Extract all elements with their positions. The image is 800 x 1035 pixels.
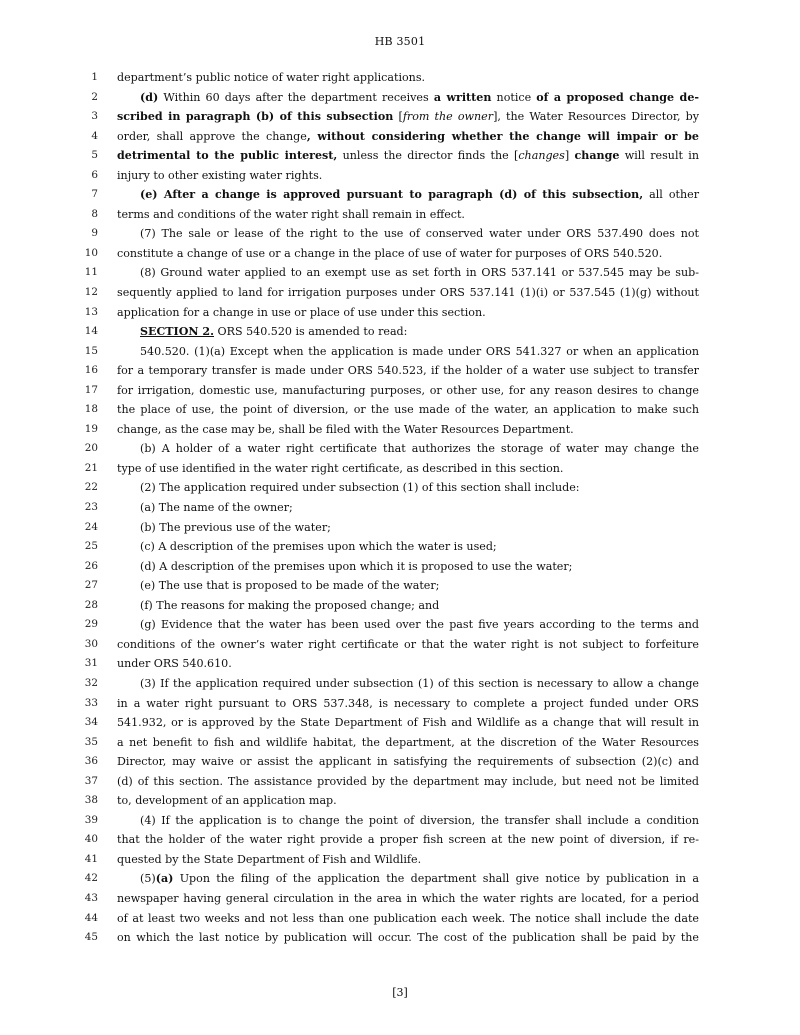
line-text: [117, 928, 699, 948]
document-line: [0, 381, 800, 401]
line-text: [140, 478, 699, 498]
text-run: (8) Ground water applied to an exempt use as set forth in ORS 537.141 or 537.545 may be sub-: [140, 266, 699, 280]
document-line: [0, 322, 800, 342]
document-line: [0, 752, 800, 772]
line-number: 17: [84, 383, 98, 396]
document-line: [0, 694, 800, 714]
bold-text: detrimental to the public interest,: [117, 149, 338, 163]
bold-text: (a): [155, 872, 174, 886]
text-run: (e) The use that is proposed to be made of the water;: [140, 579, 440, 593]
line-number: 11: [84, 266, 98, 279]
document-line: [0, 909, 800, 929]
line-text: [117, 459, 699, 479]
line-text: [117, 909, 699, 929]
text-run: newspaper having general circulation in the area in which the water rights are located, for a period: [117, 891, 699, 905]
line-text: [117, 303, 699, 323]
line-text: [117, 850, 699, 870]
document-line: [0, 713, 800, 733]
line-number: 39: [84, 813, 98, 826]
line-text: [140, 322, 699, 342]
line-text: [117, 420, 699, 440]
document-line: [0, 439, 800, 459]
section-heading: SECTION 2.: [140, 325, 214, 339]
text-run: type of use identified in the water right certificate, as described in this section.: [117, 461, 564, 475]
text-run: (b) The previous use of the water;: [140, 520, 331, 534]
document-line: [0, 537, 800, 557]
document-line: [0, 733, 800, 753]
line-number: 33: [84, 696, 98, 709]
text-run: for irrigation, domestic use, manufacturing purposes, or other use, for any reason desires to change: [117, 383, 699, 397]
document-line: [0, 635, 800, 655]
line-number: 45: [84, 931, 98, 944]
line-text: [140, 674, 699, 694]
document-line: [0, 615, 800, 635]
line-text: [117, 830, 699, 850]
text-run: 540.520. (1)(a) Except when the application is made under ORS 541.327 or when an application: [140, 344, 699, 358]
text-run: conditions of the owner’s water right certificate or that the water right is not subject to forfeiture: [117, 637, 699, 651]
document-line: [0, 791, 800, 811]
document-line: [0, 674, 800, 694]
line-text: [117, 713, 699, 733]
line-number: 32: [84, 676, 98, 689]
document-line: [0, 205, 800, 225]
line-number: 41: [84, 852, 98, 865]
line-text: [117, 107, 699, 127]
line-text: [140, 537, 699, 557]
text-run: (d) of this section. The assistance provided by the department may include, but need not be limited: [117, 774, 699, 788]
line-text: [140, 498, 699, 518]
line-text: [117, 752, 699, 772]
text-run: [: [393, 110, 403, 124]
bold-text: of a proposed change de-: [536, 90, 699, 104]
text-run: will result in: [619, 149, 700, 163]
line-number: 25: [84, 540, 98, 553]
bold-text: change: [574, 149, 620, 163]
italic-text: from the owner: [402, 110, 494, 124]
line-number: 2: [91, 90, 98, 103]
document-line: [0, 88, 800, 108]
document-line: [0, 361, 800, 381]
text-run: order, shall approve the change: [117, 129, 307, 143]
document-line: [0, 68, 800, 88]
italic-text: changes: [518, 149, 565, 163]
line-number: 18: [84, 403, 98, 416]
document-line: [0, 654, 800, 674]
line-text: [117, 283, 699, 303]
document-line: [0, 928, 800, 948]
line-text: [117, 244, 699, 264]
text-run: the place of use, the point of diversion, or the use made of the water, an application to make such: [117, 403, 699, 417]
text-run: (4) If the application is to change the point of diversion, the transfer shall include a condition: [140, 813, 699, 827]
text-run: terms and conditions of the water right shall remain in effect.: [117, 207, 465, 221]
text-run: constitute a change of use or a change in the place of use of water for purposes of ORS 540.520.: [117, 246, 663, 260]
document-line: [0, 850, 800, 870]
document-line: [0, 811, 800, 831]
text-run: sequently applied to land for irrigation purposes under ORS 537.141 (1)(i) or 537.545 (1)(g) without: [117, 286, 699, 300]
text-run: (a) The name of the owner;: [140, 501, 293, 515]
document-line: [0, 303, 800, 323]
line-number: 43: [84, 891, 98, 904]
line-text: [117, 127, 699, 147]
document-line: [0, 869, 800, 889]
line-number: 9: [91, 227, 98, 240]
line-number: 34: [84, 716, 98, 729]
text-run: (7) The sale or lease of the right to the use of conserved water under ORS 537.490 does not: [140, 227, 699, 241]
text-run: Upon the filing of the application the department shall give notice by publication in a: [173, 872, 699, 886]
line-number: 10: [84, 246, 98, 259]
document-line: [0, 146, 800, 166]
line-text: [140, 518, 699, 538]
line-number: 30: [84, 637, 98, 650]
line-text: [140, 576, 699, 596]
line-number: 12: [84, 286, 98, 299]
line-number: 19: [84, 422, 98, 435]
line-text: [140, 596, 699, 616]
line-text: [140, 185, 699, 205]
line-text: [140, 263, 699, 283]
text-run: ], the Water Resources Director, by: [493, 110, 699, 124]
line-text: [140, 615, 699, 635]
line-text: [117, 772, 699, 792]
document-line: [0, 283, 800, 303]
line-number: 20: [84, 442, 98, 455]
line-text: [140, 88, 699, 108]
line-number: 1: [91, 71, 98, 83]
line-number: 44: [84, 911, 98, 924]
text-run: (c) A description of the premises upon which the water is used;: [140, 540, 497, 554]
line-text: [117, 166, 699, 186]
text-run: application for a change in use or place of use under this section.: [117, 305, 486, 319]
text-run: of at least two weeks and not less than one publication each week. The notice shall include the date: [117, 911, 699, 925]
line-number: 40: [84, 833, 98, 846]
line-number: 24: [84, 520, 98, 533]
text-run: to, development of an application map.: [117, 794, 337, 808]
line-number: 29: [84, 618, 98, 631]
bold-text: (e) After a change is approved pursuant to paragraph (d) of this subsection,: [140, 188, 644, 202]
text-run: in a water right pursuant to ORS 537.348, is necessary to complete a project funded under ORS: [117, 696, 699, 710]
text-run: quested by the State Department of Fish and Wildlife.: [117, 852, 422, 866]
document-line: [0, 596, 800, 616]
text-run: injury to other existing water rights.: [117, 168, 323, 182]
line-text: [117, 694, 699, 714]
text-run: (2) The application required under subsection (1) of this section shall include:: [140, 481, 580, 495]
line-number: 31: [84, 657, 98, 670]
line-number: 38: [84, 794, 98, 807]
line-text: [140, 224, 699, 244]
document-line: [0, 166, 800, 186]
line-number: 21: [84, 461, 98, 474]
document-line: [0, 224, 800, 244]
text-run: 541.932, or is approved by the State Department of Fish and Wildlife as a change that will result in: [117, 716, 699, 730]
text-run: ORS 540.520 is amended to read:: [214, 325, 408, 339]
bold-text: a written: [433, 90, 492, 104]
text-run: (b) A holder of a water right certificate that authorizes the storage of water may change the: [140, 442, 699, 456]
line-number: 7: [91, 188, 98, 201]
document-line: [0, 518, 800, 538]
line-number: 8: [91, 207, 98, 220]
line-text: [117, 791, 699, 811]
text-run: all other: [643, 188, 700, 202]
line-number: 36: [84, 755, 98, 768]
line-number: 42: [84, 872, 98, 885]
line-number: 6: [91, 168, 98, 181]
line-number: 15: [84, 344, 98, 357]
line-text: [117, 146, 699, 166]
document-line: [0, 889, 800, 909]
line-number: 14: [84, 325, 98, 338]
text-run: (3) If the application required under subsection (1) of this section is necessary to allow a change: [140, 676, 699, 690]
document-line: [0, 459, 800, 479]
line-number: 13: [84, 305, 98, 318]
text-run: (f) The reasons for making the proposed change; and: [140, 598, 440, 612]
document-line: [0, 498, 800, 518]
text-run: department’s public notice of water right applications.: [117, 71, 426, 84]
line-text: [117, 889, 699, 909]
line-text: [117, 635, 699, 655]
text-run: a net benefit to fish and wildlife habitat, the department, at the discretion of the Water Resources: [117, 735, 699, 749]
text-run: that the holder of the water right provide a proper fish screen at the new point of diversion, if re-: [117, 833, 699, 847]
line-text: [140, 811, 699, 831]
line-number: 28: [84, 598, 98, 611]
line-text: [117, 381, 699, 401]
text-run: (d) A description of the premises upon which it is proposed to use the water;: [140, 559, 573, 573]
line-number: 35: [84, 735, 98, 748]
line-number: 4: [91, 129, 98, 142]
document-line: [0, 420, 800, 440]
document-line: [0, 478, 800, 498]
line-number: 37: [84, 774, 98, 787]
document-line: [0, 107, 800, 127]
text-run: Director, may waive or assist the applicant in satisfying the requirements of subsection (2)(c) and: [117, 755, 699, 769]
bold-text: (d): [140, 90, 159, 104]
document-line: [0, 830, 800, 850]
text-run: unless the director finds the [: [337, 149, 519, 163]
line-text: [117, 654, 699, 674]
document-line: [0, 263, 800, 283]
document-line: [0, 185, 800, 205]
text-run: ]: [564, 149, 575, 163]
document-line: [0, 400, 800, 420]
line-text: [117, 733, 699, 753]
line-text: [117, 400, 699, 420]
bold-text: scribed in paragraph (b) of this subsection: [117, 110, 394, 124]
line-text: [140, 869, 699, 889]
line-text: [140, 557, 699, 577]
document-body: [0, 68, 800, 948]
line-number: 23: [84, 501, 98, 514]
line-text: [140, 342, 699, 362]
text-run: (g) Evidence that the water has been used over the past five years according to the terms and: [140, 618, 699, 632]
text-run: change, as the case may be, shall be filed with the Water Resources Department.: [117, 422, 574, 436]
line-text: [140, 439, 699, 459]
line-number: 27: [84, 579, 98, 592]
text-run: Within 60 days after the department receives: [158, 90, 434, 104]
document-line: [0, 557, 800, 577]
line-text: [117, 361, 699, 381]
text-run: on which the last notice by publication will occur. The cost of the publication shall be paid by the: [117, 931, 699, 945]
document-line: [0, 772, 800, 792]
line-text: [117, 205, 699, 225]
document-line: [0, 576, 800, 596]
bold-text: , without considering whether the change will impair or be: [306, 129, 699, 143]
page-header: HB 3501: [374, 35, 426, 48]
line-text: [117, 68, 699, 88]
line-number: 5: [91, 149, 98, 162]
text-run: (5): [140, 872, 156, 886]
line-number: 3: [91, 110, 98, 123]
text-run: for a temporary transfer is made under ORS 540.523, if the holder of a water use subject to transfer: [117, 364, 699, 378]
document-line: [0, 127, 800, 147]
document-line: [0, 244, 800, 264]
text-run: under ORS 540.610.: [117, 657, 232, 671]
document-line: [0, 342, 800, 362]
page-number: [3]: [392, 986, 408, 999]
text-run: notice: [491, 90, 537, 104]
line-number: 16: [84, 364, 98, 377]
line-number: 26: [84, 559, 98, 572]
line-number: 22: [84, 481, 98, 494]
